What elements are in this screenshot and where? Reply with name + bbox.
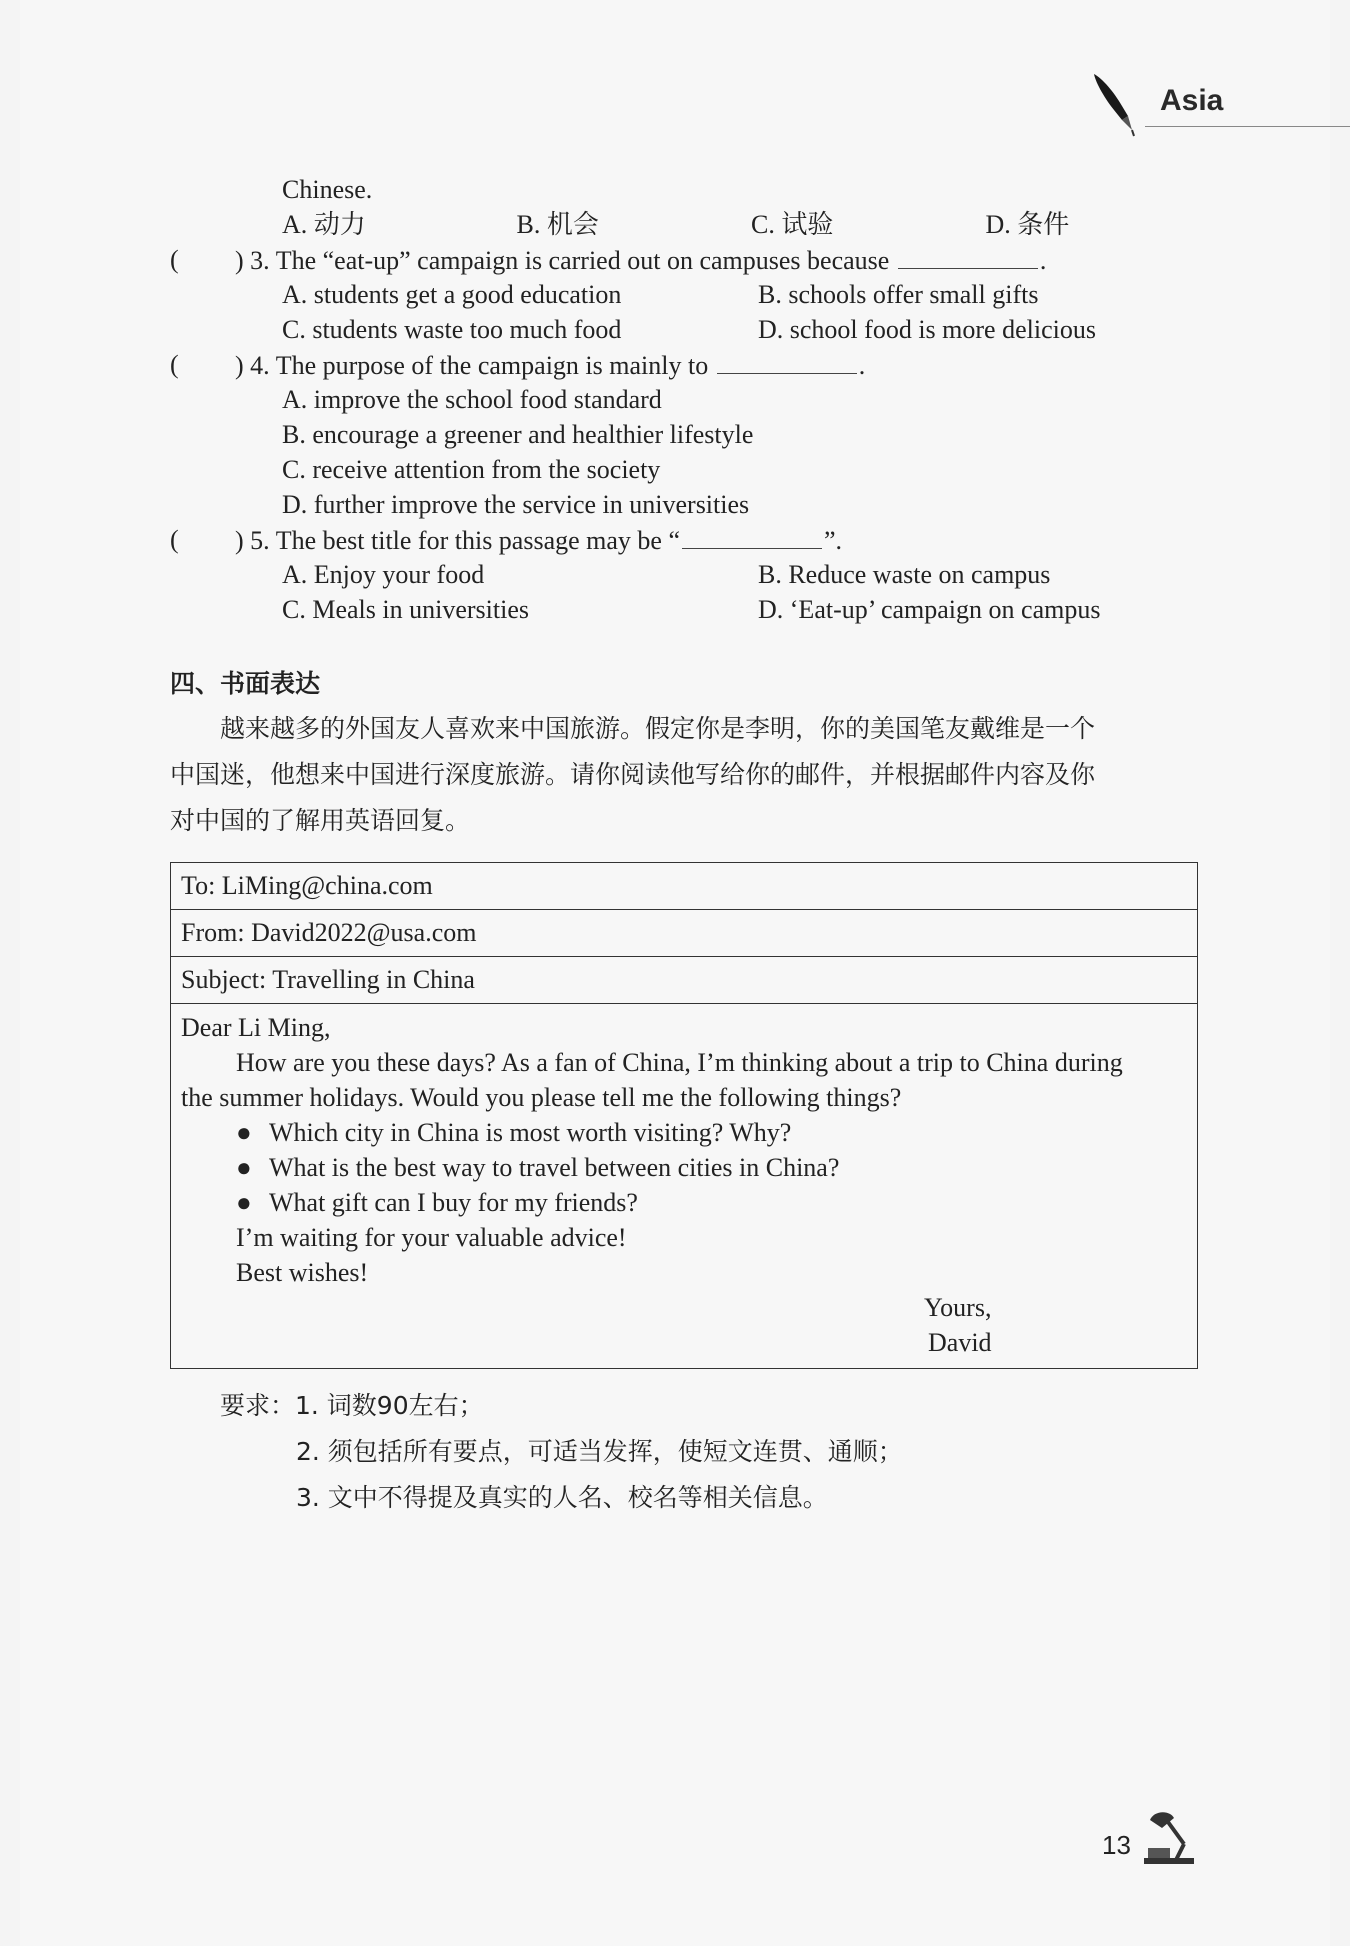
answer-paren[interactable]: (: [170, 245, 179, 274]
bullet-icon: ●: [236, 1153, 252, 1182]
requirement-3: 3. 文中不得提及真实的人名、校名等相关信息。: [296, 1483, 828, 1512]
answer-blank[interactable]: [898, 242, 1038, 269]
option-b: B. schools offer small gifts: [758, 280, 1039, 309]
email-paragraph-line: How are you these days? As a fan of China, I’m thinking about a trip to China during: [236, 1048, 1123, 1077]
question-2-options: [170, 207, 1220, 242]
option-d: D. ‘Eat-up’ campaign on campus: [758, 595, 1101, 624]
intro-line: 越来越多的外国友人喜欢来中国旅游。假定你是李明，你的美国笔友戴维是一个: [220, 714, 1096, 743]
lamp-icon: [1140, 1808, 1196, 1868]
workbook-page: [20, 0, 1330, 1946]
option-c: C. receive attention from the society: [282, 455, 661, 484]
email-to: To: LiMing@china.com: [171, 863, 1197, 910]
requirement-1: 要求：1. 词数90左右；: [220, 1391, 484, 1420]
email-signature: David: [928, 1328, 992, 1357]
question-3-stem: ( ) 3. The “eat-up” campaign is carried out on campuses because .: [170, 242, 1220, 277]
answer-paren[interactable]: (: [170, 525, 179, 554]
email-subject: Subject: Travelling in China: [171, 957, 1197, 1004]
question-5-options-row1: [170, 557, 1220, 592]
question-5-stem: ( ) 5. The best title for this passage may be “ ”.: [170, 522, 1220, 557]
answer-blank[interactable]: [717, 347, 857, 374]
question-4-stem: ( ) 4. The purpose of the campaign is mainly to .: [170, 347, 1220, 382]
question-5-options-row2: [170, 592, 1220, 627]
email-bullet: ● What is the best way to travel between cities in China?: [181, 1150, 1187, 1185]
email-bullet: ● Which city in China is most worth visiting? Why?: [181, 1115, 1187, 1150]
section-title: 四、书面表达: [170, 669, 321, 698]
writing-instructions: [170, 706, 1190, 844]
option-a: A. Enjoy your food: [282, 560, 485, 589]
question-2-tail: Chinese.: [282, 175, 373, 204]
option-c: C. students waste too much food: [282, 315, 622, 344]
intro-line: 中国迷，他想来中国进行深度旅游。请你阅读他写给你的邮件，并根据邮件内容及你: [170, 760, 1096, 789]
option-b: B. 机会: [516, 210, 599, 239]
option-b: B. encourage a greener and healthier lifestyle: [282, 420, 754, 449]
intro-line: 对中国的了解用英语回复。: [170, 806, 471, 835]
email-bullet: ● What gift can I buy for my friends?: [181, 1185, 1187, 1220]
email-body: [171, 1004, 1197, 1368]
question-3-options-row2: [170, 312, 1220, 347]
option-c: C. 试验: [751, 210, 834, 239]
email-greeting: Dear Li Ming,: [181, 1013, 331, 1042]
option-a: A. improve the school food standard: [282, 385, 662, 414]
option-d: D. 条件: [985, 210, 1070, 239]
email-wishes: Best wishes!: [236, 1258, 369, 1287]
bullet-icon: ●: [236, 1118, 252, 1147]
answer-paren[interactable]: (: [170, 350, 179, 379]
email-from: From: David2022@usa.com: [171, 910, 1197, 957]
page-header: [1070, 70, 1350, 140]
option-b: B. Reduce waste on campus: [758, 560, 1051, 589]
bullet-icon: ●: [236, 1188, 252, 1217]
email-closing: Yours,: [924, 1293, 992, 1322]
header-rule: [1145, 126, 1350, 127]
reading-questions: [170, 172, 1220, 627]
email-waiting: I’m waiting for your valuable advice!: [236, 1223, 627, 1252]
requirement-2: 2. 须包括所有要点，可适当发挥，使短文连贯、通顺；: [296, 1437, 903, 1466]
answer-blank[interactable]: [682, 522, 822, 549]
option-a: A. students get a good education: [282, 280, 622, 309]
email-box: [170, 862, 1198, 1369]
requirements: [220, 1383, 903, 1521]
email-paragraph-line: the summer holidays. Would you please tell me the following things?: [181, 1083, 902, 1112]
page-number: 13: [1102, 1830, 1131, 1860]
option-c: C. Meals in universities: [282, 595, 529, 624]
option-d: D. school food is more delicious: [758, 315, 1096, 344]
option-a: A. 动力: [282, 210, 366, 239]
option-d: D. further improve the service in universities: [282, 490, 750, 519]
question-3-options-row1: [170, 277, 1220, 312]
pen-icon: [1088, 70, 1138, 140]
header-title: Asia: [1160, 84, 1224, 117]
